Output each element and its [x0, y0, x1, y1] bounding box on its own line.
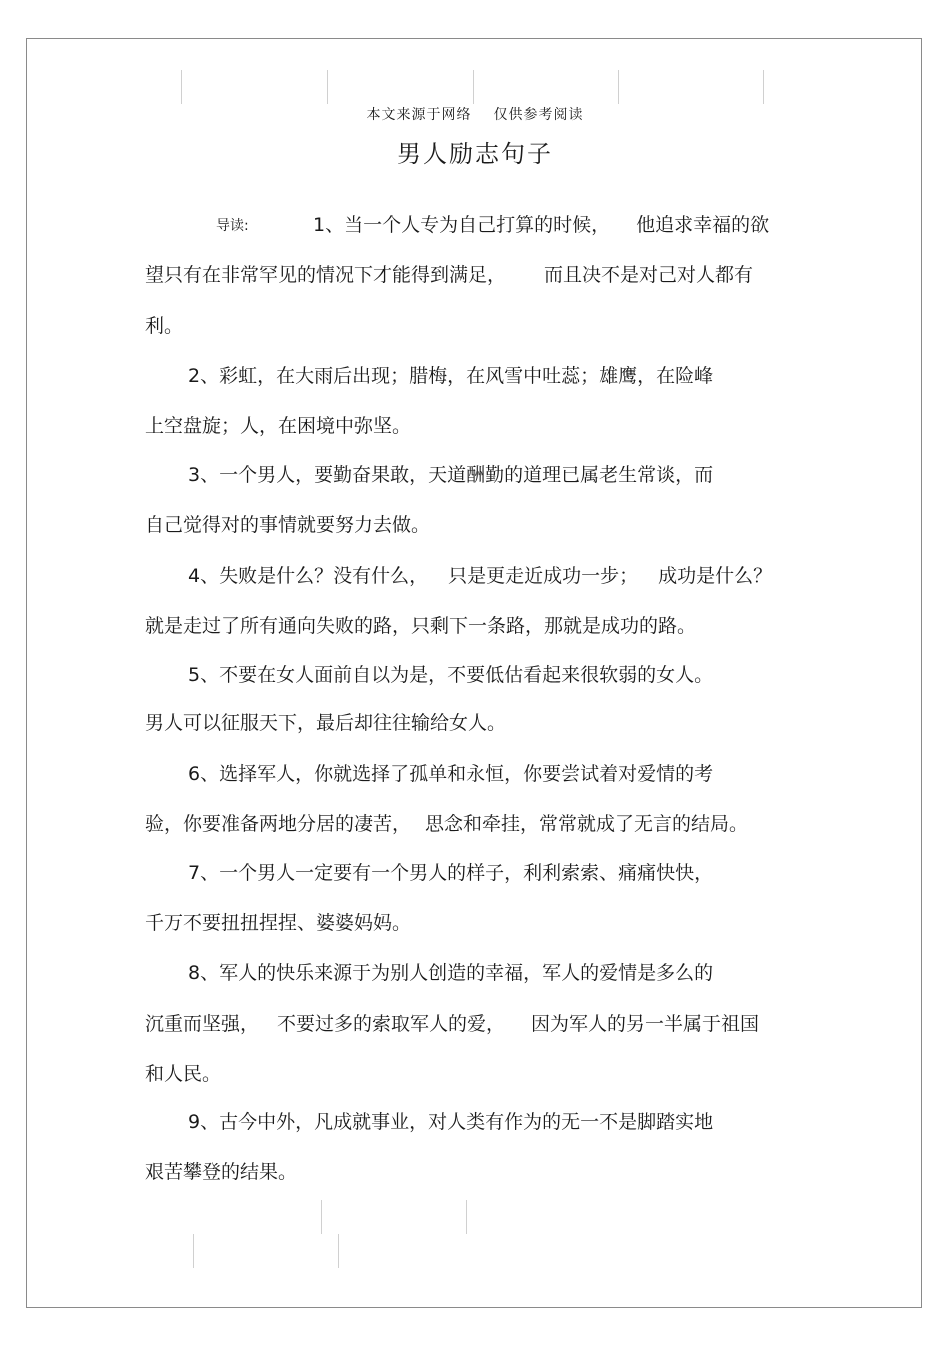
paragraph-8-line-3: 和人民。	[145, 1063, 222, 1085]
paragraph-3-line-2: 自己觉得对的事情就要努力去做。	[145, 514, 431, 536]
paragraph-5-line-2: 男人可以征服天下，最后却往往输给女人。	[145, 712, 507, 734]
paragraph-9-line-2: 艰苦攀登的结果。	[145, 1161, 298, 1183]
paragraph-7-line-1: 7、一个男人一定要有一个男人的样子，利利索索、痛痛快快，	[188, 862, 714, 884]
scan-line	[338, 1234, 339, 1268]
paragraph-7-line-2: 千万不要扭扭捏捏、婆婆妈妈。	[145, 912, 412, 934]
scan-line	[193, 1234, 194, 1268]
paragraph-6-line-2: 验，你要准备两地分居的凄苦， 思念和牵挂，常常就成了无言的结局。	[145, 813, 749, 835]
paragraph-6-line-1: 6、选择军人，你就选择了孤单和永恒，你要尝试着对爱情的考	[188, 763, 714, 785]
scan-line	[321, 1200, 322, 1234]
scan-line	[466, 1200, 467, 1234]
scan-line	[181, 70, 182, 104]
scan-line	[763, 70, 764, 104]
paragraph-4-line-1: 4、失败是什么？没有什么， 只是更走近成功一步； 成功是什么？	[188, 565, 773, 587]
paragraph-1-line-3: 利。	[145, 315, 184, 337]
source-note-left: 本文来源于网络	[366, 107, 472, 123]
paragraph-9-line-1: 9、古今中外，凡成就事业，对人类有作为的无一不是脚踏实地	[188, 1111, 714, 1133]
scan-line	[327, 70, 328, 104]
paragraph-8-line-1: 8、军人的快乐来源于为别人创造的幸福，军人的爱情是多么的	[188, 962, 714, 984]
paragraph-2-line-2: 上空盘旋；人，在困境中弥坚。	[145, 415, 412, 437]
scan-line	[618, 70, 619, 104]
scan-line	[473, 70, 474, 104]
paragraph-5-line-1: 5、不要在女人面前自以为是，不要低估看起来很软弱的女人。	[188, 664, 714, 686]
paragraph-3-line-1: 3、一个男人，要勤奋果敢，天道酬勤的道理已属老生常谈，而	[188, 464, 714, 486]
paragraph-1-line-1: 1、当一个人专为自己打算的时候， 他追求幸福的欲	[313, 214, 770, 236]
source-note	[0, 104, 950, 124]
page-title: 男人励志句子	[397, 140, 553, 168]
paragraph-8-line-2: 沉重而坚强， 不要过多的索取军人的爱， 因为军人的另一半属于祖国	[145, 1013, 760, 1035]
lead-label: 导读:	[216, 218, 249, 234]
paragraph-4-line-2: 就是走过了所有通向失败的路，只剩下一条路，那就是成功的路。	[145, 615, 697, 637]
source-note-right: 仅供参考阅读	[493, 107, 584, 123]
paragraph-2-line-1: 2、彩虹，在大雨后出现；腊梅，在风雪中吐蕊；雄鹰，在险峰	[188, 365, 714, 387]
paragraph-1-line-2: 望只有在非常罕见的情况下才能得到满足， 而且决不是对己对人都有	[145, 264, 754, 286]
